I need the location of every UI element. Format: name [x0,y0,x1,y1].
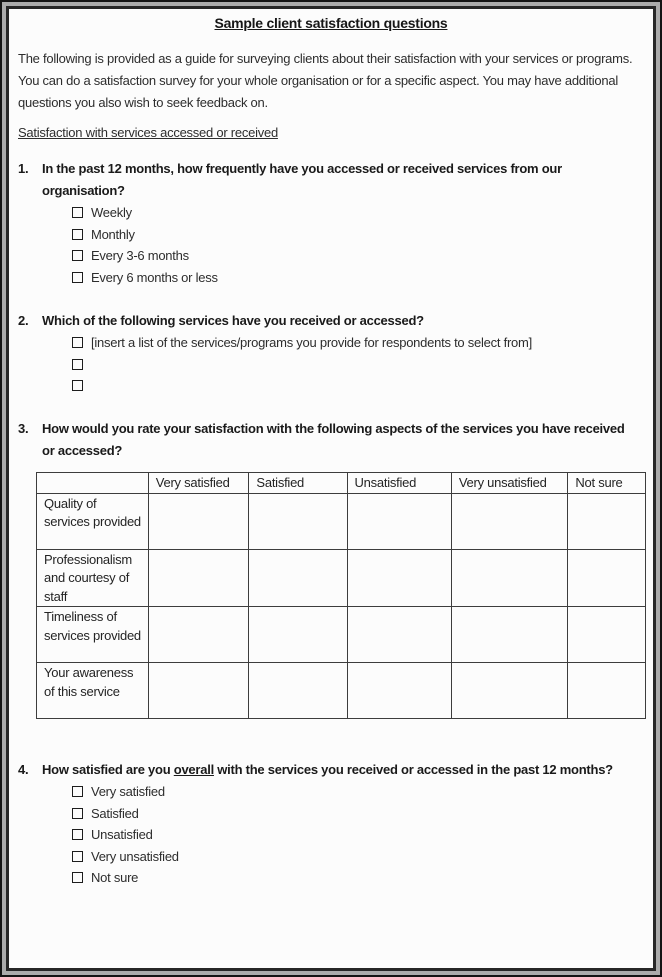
q4-option-very-satisfied[interactable] [72,781,646,803]
option-label: Every 3-6 months [91,248,189,264]
rating-cell[interactable] [347,549,451,607]
q1-option-monthly[interactable] [72,224,646,246]
rating-cell[interactable] [249,493,347,549]
rating-cell[interactable] [347,607,451,663]
option-label: Monthly [91,226,135,242]
question-2-text: Which of the following services have you received or accessed? [42,313,424,328]
rating-cell[interactable] [148,549,249,607]
rating-cell[interactable] [249,607,347,663]
table-row [37,549,646,607]
q1-option-every-3-6-months[interactable] [72,245,646,267]
rating-cell[interactable] [451,493,568,549]
q2-option-blank-1[interactable] [72,354,646,376]
question-4 [18,759,646,781]
q4-option-satisfied[interactable] [72,803,646,825]
rating-column-header: Not sure [568,472,646,493]
q4-option-very-unsatisfied[interactable] [72,846,646,868]
rating-cell[interactable] [568,607,646,663]
rating-cell[interactable] [568,549,646,607]
question-1-options [16,202,646,288]
section-heading: Satisfaction with services accessed or received [18,125,278,140]
rating-row-label: Your awareness of this service [37,663,149,719]
q1-option-weekly[interactable] [72,202,646,224]
rating-row-label: Timeliness of services provided [37,607,149,663]
checkbox-icon[interactable] [72,250,83,261]
question-4-text-before: How satisfied are you [42,762,174,777]
checkbox-icon[interactable] [72,380,83,391]
question-2-number: 2. [18,313,29,328]
question-1 [18,158,646,202]
rating-cell[interactable] [347,663,451,719]
question-3-number: 3. [18,420,29,436]
rating-cell[interactable] [568,493,646,549]
question-1-number: 1. [18,161,29,176]
rating-column-header: Unsatisfied [347,472,451,493]
checkbox-icon[interactable] [72,229,83,240]
q2-option-insert-list[interactable] [72,332,646,354]
checkbox-icon[interactable] [72,808,83,819]
rating-cell[interactable] [347,493,451,549]
intro-paragraph: The following is provided as a guide for surveying clients about their satisfaction with your services or programs. You can do a satisfaction survey for your whole organisation or for a specific aspect. You may have additional questions you also wish to seek feedback on. [18,51,633,110]
rating-column-header: Satisfied [249,472,347,493]
question-3-text: How would you rate your satisfaction with the following aspects of the services you have received or accessed? [42,420,625,458]
page-title: Sample client satisfaction questions [214,15,448,31]
rating-table-header-row [37,472,646,493]
question-4-number: 4. [18,762,29,777]
rating-table [36,472,646,720]
table-row [37,493,646,549]
question-2-options [16,332,646,397]
option-label: Satisfied [91,805,139,821]
q4-option-not-sure[interactable] [72,867,646,889]
rating-cell[interactable] [451,549,568,607]
question-4-options [16,781,646,889]
question-2 [18,310,646,332]
checkbox-icon[interactable] [72,272,83,283]
q1-option-every-6-months-or-less[interactable] [72,267,646,289]
option-label: Not sure [91,870,139,886]
option-label: Very unsatisfied [91,848,179,864]
q4-option-unsatisfied[interactable] [72,824,646,846]
rating-cell[interactable] [451,607,568,663]
checkbox-icon[interactable] [72,337,83,348]
checkbox-icon[interactable] [72,872,83,883]
rating-row-label: Professionalism and courtesy of staff [37,549,149,607]
checkbox-icon[interactable] [72,359,83,370]
question-4-text-underlined: overall [173,762,214,777]
question-4-text [42,759,634,781]
checkbox-icon[interactable] [72,786,83,797]
checkbox-icon[interactable] [72,851,83,862]
option-label: Unsatisfied [91,827,153,843]
option-label: [insert a list of the services/programs you provide for respondents to select from] [91,335,532,351]
rating-column-header: Very satisfied [148,472,249,493]
question-4-text-after: with the services you received or accessed in the past 12 months? [213,762,613,777]
rating-cell[interactable] [148,493,249,549]
option-label: Very satisfied [91,784,165,800]
option-label: Weekly [91,205,132,221]
rating-cell[interactable] [249,549,347,607]
rating-cell[interactable] [451,663,568,719]
rating-column-header: Very unsatisfied [451,472,568,493]
rating-cell[interactable] [148,607,249,663]
option-label: Every 6 months or less [91,269,218,285]
rating-row-label: Quality of services provided [37,493,149,549]
checkbox-icon[interactable] [72,829,83,840]
question-3 [18,418,646,462]
rating-cell[interactable] [249,663,347,719]
rating-cell[interactable] [148,663,249,719]
table-row [37,663,646,719]
document-page [6,6,656,971]
q2-option-blank-2[interactable] [72,375,646,397]
question-1-text: In the past 12 months, how frequently have you accessed or received services from our organisation? [42,161,562,198]
rating-cell[interactable] [568,663,646,719]
rating-column-header [37,472,149,493]
table-row [37,607,646,663]
checkbox-icon[interactable] [72,207,83,218]
